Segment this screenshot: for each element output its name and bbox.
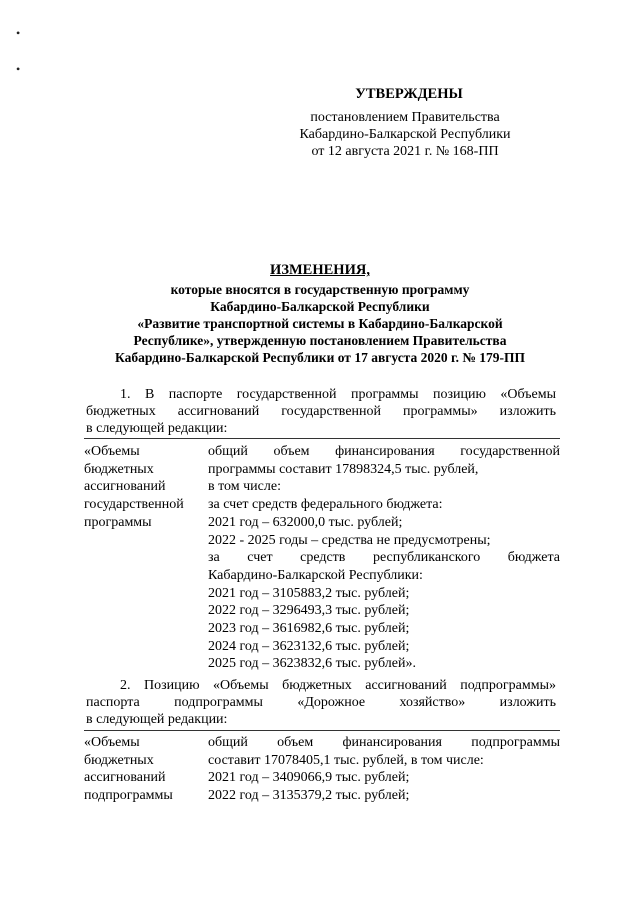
label-line: ассигнований: [84, 479, 166, 495]
title-line: «Развитие транспортной системы в Кабардино-Балкарской: [137, 316, 503, 331]
label-line: ассигнований: [84, 770, 166, 786]
scan-mark: •: [16, 62, 21, 76]
label-line: государственной: [84, 497, 184, 513]
approved-heading: УТВЕРЖДЕНЫ: [355, 86, 463, 102]
title-line: Республике», утвержденную постановлением Правительства: [133, 333, 507, 348]
table-row: [84, 734, 560, 805]
title-line: Кабардино-Балкарской Республики: [210, 299, 430, 314]
paragraph-line: в следующей редакции:: [86, 712, 228, 727]
title-line: которые вносятся в государственную программу: [170, 282, 470, 297]
label-line: бюджетных: [84, 461, 154, 477]
title-line: Кабардино-Балкарской Республики от 17 августа 2020 г. № 179-ПП: [114, 350, 526, 365]
title-main: ИЗМЕНЕНИЯ,: [270, 262, 370, 278]
value-line: за счет средств республиканского бюджета: [208, 550, 560, 566]
value-line: 2022 - 2025 годы – средства не предусмотрены;: [208, 532, 491, 548]
paragraph-line: паспорта подпрограммы «Дорожное хозяйство» изложить: [86, 695, 556, 710]
value-line: 2023 год – 3616982,6 тыс. рублей;: [208, 621, 410, 637]
item-2-paragraph: [86, 677, 556, 728]
value-line: за счет средств федерального бюджета:: [208, 497, 443, 513]
label-line: подпрограммы: [84, 788, 173, 804]
value-line: 2025 год – 3623832,6 тыс. рублей».: [208, 656, 416, 672]
table-top-rule: [84, 730, 560, 731]
approval-line: Кабардино-Балкарской Республики: [299, 127, 511, 142]
table-label-cell: [84, 734, 208, 805]
value-line: 2021 год – 3409066,9 тыс. рублей;: [208, 770, 410, 786]
value-line: общий объем финансирования подпрограммы: [208, 735, 560, 750]
value-line: общий объем финансирования государственной: [208, 444, 560, 459]
label-line: бюджетных: [84, 752, 154, 768]
paragraph-line: 2. Позицию «Объемы бюджетных ассигнований подпрограммы»: [120, 678, 556, 693]
table-top-rule: [84, 438, 560, 439]
value-line: 2024 год – 3623132,6 тыс. рублей;: [208, 638, 410, 654]
paragraph-line: в следующей редакции:: [86, 421, 228, 436]
paragraph-line: бюджетных ассигнований государственной программы» изложить: [86, 404, 556, 419]
table-row: [84, 443, 560, 673]
value-line: 2022 год – 3296493,3 тыс. рублей;: [208, 603, 410, 619]
label-line: программы: [84, 514, 152, 530]
value-line: в том числе:: [208, 479, 281, 495]
label-line: «Объемы: [84, 444, 140, 459]
paragraph-line: 1. В паспорте государственной программы позицию «Объемы: [120, 387, 556, 402]
scan-mark: •: [16, 26, 21, 40]
budget-table-program: [84, 443, 560, 673]
value-line: составит 17078405,1 тыс. рублей, в том числе:: [208, 752, 484, 768]
value-line: программы составит 17898324,5 тыс. рублей,: [208, 461, 479, 477]
value-line: 2021 год – 632000,0 тыс. рублей;: [208, 514, 403, 530]
approval-line: постановлением Правительства: [310, 110, 500, 125]
budget-table-subprogram: [84, 734, 560, 805]
value-line: 2022 год – 3135379,2 тыс. рублей;: [208, 788, 410, 804]
item-1-paragraph: [86, 386, 556, 437]
approval-line: от 12 августа 2021 г. № 168-ПП: [311, 144, 499, 159]
table-label-cell: [84, 443, 208, 673]
document-title: [70, 262, 570, 366]
approval-block: [0, 86, 640, 160]
label-line: «Объемы: [84, 735, 140, 750]
value-line: 2021 год – 3105883,2 тыс. рублей;: [208, 585, 410, 601]
table-value-cell: [208, 443, 560, 673]
value-line: Кабардино-Балкарской Республики:: [208, 567, 423, 583]
table-value-cell: [208, 734, 560, 805]
